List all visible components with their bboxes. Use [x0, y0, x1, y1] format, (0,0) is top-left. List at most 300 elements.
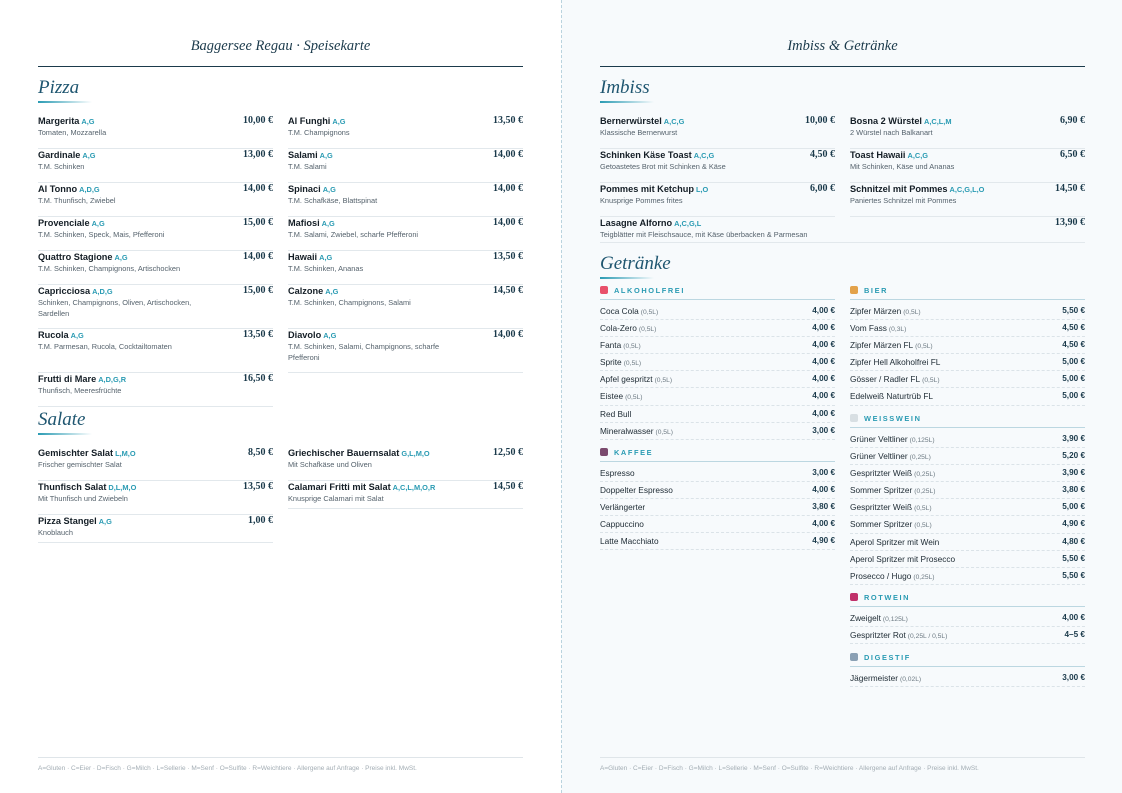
menu-item: [850, 183, 1085, 217]
menu-item-description: T.M. Schafkäse, Blattspinat: [288, 196, 378, 205]
header-divider: [38, 66, 523, 67]
drink-name: Apfel gespritzt: [600, 374, 653, 385]
menu-item-title: Schnitzel mit Pommes: [850, 184, 948, 194]
drink-row: [600, 533, 835, 550]
drink-row: [850, 499, 1085, 516]
drink-name: Espresso: [600, 468, 635, 478]
menu-item-description: Teigblätter mit Fleischsauce, mit Käse überbacken & Parmesan: [600, 230, 808, 239]
allergen-codes: A,G: [91, 219, 105, 228]
menu-item-price: 15,00 €: [243, 285, 273, 296]
drink-category-header: [850, 286, 1085, 300]
menu-item-name: [38, 447, 273, 460]
drink-row: [850, 670, 1085, 687]
drink-size: (0,5L): [623, 360, 642, 368]
allergen-codes: A,C,G,L,O: [949, 185, 985, 194]
allergen-codes: A,G: [319, 151, 333, 160]
menu-item-price: 14,00 €: [243, 251, 273, 262]
drink-category-header: [850, 653, 1085, 667]
menu-item: [38, 251, 273, 285]
drink-price: 3,80 €: [812, 502, 835, 512]
allergen-codes: D,L,M,O: [108, 483, 137, 492]
menu-item-name: [600, 115, 835, 128]
drink-name: Aperol Spritzer mit Wein: [850, 536, 940, 547]
drink-row: [600, 406, 835, 423]
menu-item-name: [38, 149, 273, 162]
menu-item-price: 10,00 €: [243, 115, 273, 126]
menu-item-title: Hawaii: [288, 252, 318, 262]
menu-item-price: 8,50 €: [248, 447, 273, 458]
drink-price: 5,00 €: [1062, 502, 1085, 512]
allergen-codes: A,C,L,M: [923, 117, 952, 126]
menu-item: [38, 481, 273, 515]
drink-category-title: KAFFEE: [614, 448, 654, 457]
menu-item-description: Klassische Bernerwurst: [600, 128, 678, 137]
drink-price: 3,90 €: [1062, 468, 1085, 478]
drink-name: Grüner Veltliner: [850, 434, 908, 444]
menu-item: [288, 183, 523, 217]
drink-name: Gösser / Radler FL: [850, 374, 921, 385]
soda-icon: [600, 286, 608, 294]
drink-name: Cappuccino: [600, 519, 644, 530]
drink-name: Aperol Spritzer mit Prosecco: [850, 553, 956, 564]
menu-item-name: [288, 115, 523, 128]
pizza-column-2: [288, 115, 523, 373]
menu-item-price: 12,50 €: [493, 447, 523, 458]
menu-item-name: [288, 285, 523, 298]
allergen-codes: A,G: [332, 117, 346, 126]
drink-size: (0,5L): [625, 394, 643, 402]
menu-item-title: Spinaci: [288, 184, 321, 194]
menu-item-price: 14,00 €: [493, 149, 523, 160]
menu-item-price: 13,90 €: [1055, 217, 1085, 228]
drink-size: (0,5L): [640, 309, 659, 316]
page-title: Baggersee Regau · Speisekarte: [190, 38, 371, 54]
allergen-codes: A,G: [81, 117, 95, 126]
allergen-codes: L,M,O: [115, 449, 136, 458]
menu-item: [38, 115, 273, 149]
section-title-salate: Salate: [38, 409, 86, 430]
drink-size: (0,125L): [909, 437, 935, 444]
drink-price: 4,00 €: [812, 357, 835, 367]
drink-size: (0,125L): [882, 616, 908, 623]
menu-item-title: Margerita: [38, 116, 80, 126]
drink-name: Sprite: [600, 357, 622, 368]
drink-name: Zipfer Märzen FL: [850, 340, 914, 351]
drink-name: Fanta: [600, 340, 622, 351]
menu-item: [38, 217, 273, 251]
allergen-codes: A,C,L,M,O,R: [392, 483, 436, 492]
allergen-codes: L,O: [695, 185, 709, 194]
drink-size: (0,5L): [638, 326, 657, 334]
allergen-codes: A,C,G: [693, 151, 715, 160]
drink-size: (0,25L): [914, 471, 936, 479]
drink-row: [850, 516, 1085, 533]
drink-name: Coca Cola: [600, 306, 639, 316]
menu-item-title: Bosna 2 Würstel: [850, 116, 922, 126]
menu-item-description: Knoblauch: [38, 528, 73, 537]
drink-name: Red Bull: [600, 408, 632, 419]
menu-item-description: T.M. Salami: [288, 162, 327, 171]
menu-item-price: 14,00 €: [243, 183, 273, 194]
drink-size: (0,5L): [914, 505, 932, 513]
menu-item: [38, 183, 273, 217]
menu-item-price: 14,00 €: [493, 329, 523, 340]
drink-row: [600, 354, 835, 371]
section-underline: [600, 101, 654, 103]
menu-item-price: 1,00 €: [248, 515, 273, 526]
drink-name: Gespritzter Rot: [850, 630, 906, 641]
allergen-codes: A,G: [319, 253, 333, 262]
drink-row: [850, 354, 1085, 371]
menu-item-description: Mit Thunfisch und Zwiebeln: [38, 494, 128, 503]
menu-item-description: T.M. Schinken, Champignons, Artischocken: [38, 264, 181, 273]
drink-row: [600, 320, 835, 337]
menu-item-name: [38, 515, 273, 528]
drink-price: 4,80 €: [1062, 536, 1085, 546]
drink-list: [850, 431, 1085, 585]
menu-item: [288, 251, 523, 285]
drink-row: [850, 482, 1085, 499]
shot-glass-icon: [850, 653, 858, 661]
menu-item-name: [600, 217, 1085, 230]
menu-item-description: T.M. Schinken, Champignons, Salami: [288, 298, 411, 307]
menu-item-name: [850, 115, 1085, 128]
drink-size: (0,25L): [909, 454, 931, 462]
menu-item-name: [600, 183, 835, 196]
menu-item-title: Griechischer Bauernsalat: [288, 448, 400, 458]
allergen-codes: A,G: [70, 331, 84, 340]
menu-item-price: 14,50 €: [1055, 183, 1085, 194]
drink-price: 4,90 €: [812, 536, 835, 546]
drink-name: Zipfer Märzen: [850, 306, 902, 316]
menu-item-description: T.M. Schinken, Speck, Mais, Pfefferoni: [38, 230, 165, 239]
drink-price: 3,80 €: [1062, 485, 1085, 495]
page-title: Imbiss & Getränke: [787, 38, 898, 54]
menu-item-name: [38, 183, 273, 196]
menu-item: [288, 447, 523, 481]
menu-item-price: 13,50 €: [493, 251, 523, 262]
drink-name: Sommer Spritzer: [850, 485, 913, 496]
drink-price: 4,00 €: [812, 391, 835, 401]
section-title-pizza: Pizza: [38, 77, 80, 98]
menu-item-description: T.M. Schinken: [38, 162, 85, 171]
drink-name: Jägermeister: [850, 673, 898, 683]
menu-item-description: Tomaten, Mozzarella: [38, 128, 107, 137]
drink-size: (0,25L): [914, 488, 936, 496]
red-wine-icon: [850, 593, 858, 601]
drink-name: Verlängerter: [600, 502, 646, 513]
drink-category-title: DIGESTIF: [864, 653, 911, 662]
menu-item-price: 13,00 €: [243, 149, 273, 160]
imbiss-column-2: [850, 115, 1085, 217]
menu-item-name: [38, 251, 273, 264]
menu-item: [600, 115, 835, 149]
drink-price: 4,90 €: [1062, 519, 1085, 529]
menu-item-price: 10,00 €: [805, 115, 835, 126]
footer-divider: [600, 757, 1085, 758]
menu-item: [38, 373, 273, 407]
menu-item-price: 14,00 €: [493, 217, 523, 228]
menu-item-title: Frutti di Mare: [38, 374, 97, 384]
menu-item-name: [288, 251, 523, 264]
menu-item-name: [38, 373, 273, 386]
menu-item-price: 14,50 €: [493, 285, 523, 296]
drink-price: 5,20 €: [1062, 451, 1085, 461]
drink-name: Cola-Zero: [600, 323, 637, 334]
drink-row: [850, 448, 1085, 465]
menu-item-description: T.M. Parmesan, Rucola, Cocktailtomaten: [38, 342, 172, 351]
salate-column-1: [38, 447, 273, 543]
imbiss-wide-row: [600, 217, 1085, 243]
menu-item-price: 13,50 €: [243, 481, 273, 492]
menu-item: [600, 183, 835, 217]
drink-price: 5,50 €: [1062, 306, 1085, 315]
drink-row: [850, 610, 1085, 627]
beer-icon: [850, 286, 858, 294]
allergen-codes: A,C,G: [663, 117, 685, 126]
drink-row: [600, 388, 835, 405]
drink-name: Vom Fass: [850, 323, 887, 334]
drink-price: 4,00 €: [812, 340, 835, 350]
drink-price: 3,00 €: [812, 468, 835, 477]
drink-name: Gespritzter Weiß: [850, 468, 913, 479]
drink-row: [600, 482, 835, 499]
menu-item-description: Paniertes Schnitzel mit Pommes: [850, 196, 957, 205]
menu-item-name: [288, 329, 523, 342]
allergen-codes: A,G: [321, 219, 335, 228]
drink-row: [600, 423, 835, 440]
drink-price: 3,00 €: [812, 425, 835, 435]
section-title-imbiss: Imbiss: [600, 77, 650, 98]
menu-item-title: Provenciale: [38, 218, 90, 228]
menu-item: [288, 115, 523, 149]
allergen-codes: A,C,G: [907, 151, 929, 160]
allergen-codes: A,D,G: [92, 287, 113, 296]
allergen-codes: A,C,G,L: [674, 219, 702, 228]
menu-item-description: T.M. Thunfisch, Zwiebel: [38, 196, 116, 205]
drink-price: 4,00 €: [812, 323, 835, 333]
drink-category-title: WEISSWEIN: [864, 414, 922, 423]
menu-item-description: Getoastetes Brot mit Schinken & Käse: [600, 162, 726, 171]
menu-item-title: Toast Hawaii: [850, 150, 906, 160]
menu-item-name: [850, 149, 1085, 162]
menu-item-price: 16,50 €: [243, 373, 273, 384]
drink-name: Edelweiß Naturtrüb FL: [850, 391, 934, 402]
header-divider: [600, 66, 1085, 67]
drink-row: [850, 627, 1085, 644]
drink-name: Grüner Veltliner: [850, 451, 908, 462]
menu-item: [600, 217, 1085, 243]
drink-price: 3,00 €: [1062, 673, 1085, 682]
allergen-codes: A,G: [98, 517, 112, 526]
menu-item-title: Gardinale: [38, 150, 81, 160]
allergen-codes: A,G: [325, 287, 339, 296]
drink-category-header: [850, 414, 1085, 428]
menu-item-price: 4,50 €: [810, 149, 835, 160]
drink-name: Doppelter Espresso: [600, 485, 673, 496]
drink-size: (0,25L): [913, 573, 935, 581]
menu-item-title: Gemischter Salat: [38, 448, 114, 458]
drink-price: 4,00 €: [812, 374, 835, 384]
menu-item-price: 15,00 €: [243, 217, 273, 228]
menu-item-title: Pizza Stangel: [38, 516, 97, 526]
menu-item-description: T.M. Champignons: [288, 128, 350, 137]
drink-category-header: [850, 593, 1085, 607]
drink-price: 4–5 €: [1064, 630, 1085, 640]
menu-item-name: [288, 149, 523, 162]
drink-price: 5,00 €: [1062, 357, 1085, 367]
menu-item: [288, 149, 523, 183]
section-underline: [38, 101, 92, 103]
menu-item-name: [288, 183, 523, 196]
menu-item: [38, 285, 273, 329]
menu-item-name: [600, 149, 835, 162]
drink-category-title: ROTWEIN: [864, 593, 911, 602]
section-title-getraenke: Getränke: [600, 253, 671, 274]
drink-row: [600, 303, 835, 320]
drink-price: 5,00 €: [1062, 374, 1085, 384]
menu-item: [288, 285, 523, 329]
drink-category-title: BIER: [864, 286, 889, 295]
menu-item: [288, 481, 523, 509]
drink-row: [850, 320, 1085, 337]
menu-item-title: Bernerwürstel: [600, 116, 662, 126]
drink-row: [600, 371, 835, 388]
menu-page-right: [561, 0, 1122, 793]
menu-item-price: 6,50 €: [1060, 149, 1085, 160]
drink-category-title: ALKOHOLFREI: [614, 286, 685, 295]
menu-item-description: Mit Schinken, Käse und Ananas: [850, 162, 955, 171]
drink-size: (0,5L): [915, 343, 933, 351]
drink-price: 4,50 €: [1062, 340, 1085, 350]
menu-item-title: Rucola: [38, 330, 69, 340]
drink-list: [850, 303, 1085, 406]
menu-item-price: 14,50 €: [493, 481, 523, 492]
menu-item-name: [38, 115, 273, 128]
menu-item: [850, 115, 1085, 149]
drink-price: 5,50 €: [1062, 553, 1085, 563]
menu-item-name: [850, 183, 1085, 196]
drink-size: (0,5L): [903, 309, 921, 316]
allergen-codes: A,G: [322, 185, 336, 194]
menu-item-description: Knusprige Pommes frites: [600, 196, 683, 205]
allergen-codes: A,G: [82, 151, 96, 160]
menu-item-description: Schinken, Champignons, Oliven, Artischocken, Sardellen: [38, 298, 192, 318]
menu-item: [600, 149, 835, 183]
menu-item: [288, 329, 523, 373]
imbiss-column-1: [600, 115, 835, 217]
menu-item-name: [38, 285, 273, 298]
menu-item-title: Mafiosi: [288, 218, 320, 228]
allergen-footer: A=Gluten · C=Eier · D=Fisch · G=Milch · L=Sellerie · M=Senf · O=Sulfite · R=Weichtiere · Allergene auf Anfrage · Preise inkl. MwSt.: [38, 765, 417, 772]
menu-item: [288, 217, 523, 251]
allergen-codes: G,L,M,O: [401, 449, 430, 458]
drink-list: [600, 303, 835, 440]
menu-item-title: Quattro Stagione: [38, 252, 113, 262]
menu-item-description: T.M. Salami, Zwiebel, scharfe Pfefferoni: [288, 230, 419, 239]
drink-size: (0,5L): [922, 377, 940, 385]
menu-item: [38, 149, 273, 183]
drink-category-header: [600, 448, 835, 462]
drink-row: [850, 431, 1085, 448]
drink-size: (0,5L): [655, 428, 673, 436]
white-wine-icon: [850, 414, 858, 422]
drink-price: 5,50 €: [1062, 570, 1085, 580]
salate-column-2: [288, 447, 523, 509]
drink-name: Latte Macchiato: [600, 536, 659, 547]
drink-price: 3,90 €: [1062, 434, 1085, 443]
menu-item-title: Capricciosa: [38, 286, 91, 296]
menu-item-name: [38, 481, 273, 494]
drink-row: [850, 337, 1085, 354]
menu-item-price: 13,50 €: [243, 329, 273, 340]
menu-item-title: Pommes mit Ketchup: [600, 184, 694, 194]
menu-item: [850, 149, 1085, 183]
menu-item-description: Knusprige Calamari mit Salat: [288, 494, 384, 503]
section-underline: [38, 433, 92, 435]
drink-size: (0,5L): [914, 522, 932, 530]
drink-price: 4,00 €: [812, 306, 835, 315]
menu-item-name: [288, 447, 523, 460]
drink-row: [850, 568, 1085, 585]
allergen-footer: A=Gluten · C=Eier · D=Fisch · G=Milch · L=Sellerie · M=Senf · O=Sulfite · R=Weichtiere · Allergene auf Anfrage · Preise inkl. MwSt.: [600, 765, 979, 772]
drink-price: 4,00 €: [812, 408, 835, 418]
footer-divider: [38, 757, 523, 758]
menu-item-title: Al Tonno: [38, 184, 78, 194]
coffee-icon: [600, 448, 608, 456]
allergen-codes: A,G: [114, 253, 128, 262]
drink-name: Sommer Spritzer: [850, 519, 913, 530]
drink-row: [850, 465, 1085, 482]
drink-size: (0,3L): [888, 326, 907, 334]
menu-item-price: 6,90 €: [1060, 115, 1085, 126]
menu-item-title: Schinken Käse Toast: [600, 150, 692, 160]
drink-row: [850, 551, 1085, 568]
menu-item-title: Thunfisch Salat: [38, 482, 107, 492]
menu-item-name: [288, 217, 523, 230]
drink-row: [600, 337, 835, 354]
drink-name: Prosecco / Hugo: [850, 570, 912, 581]
allergen-codes: A,D,G,R: [98, 375, 127, 384]
drink-price: 5,00 €: [1062, 391, 1085, 401]
menu-item: [38, 447, 273, 481]
menu-item-description: Thunfisch, Meeresfrüchte: [38, 386, 122, 395]
drink-row: [850, 371, 1085, 388]
menu-item-title: Al Funghi: [288, 116, 331, 126]
menu-item-name: [38, 217, 273, 230]
menu-item-description: Frischer gemischter Salat: [38, 460, 122, 469]
menu-item-title: Calamari Fritti mit Salat: [288, 482, 391, 492]
drink-row: [850, 534, 1085, 551]
drink-name: Mineralwasser: [600, 425, 654, 436]
menu-item-title: Diavolo: [288, 330, 322, 340]
section-underline: [600, 277, 654, 279]
drink-list: [850, 670, 1085, 687]
drink-name: Zipfer Hell Alkoholfrei FL: [850, 357, 941, 368]
allergen-codes: A,G: [323, 331, 337, 340]
drink-list: [600, 465, 835, 550]
drink-list: [850, 610, 1085, 644]
menu-item-description: Mit Schafkäse und Oliven: [288, 460, 372, 469]
menu-item-description: T.M. Schinken, Salami, Champignons, scharfe Pfefferoni: [288, 342, 440, 362]
drink-size: (0,5L): [623, 343, 641, 351]
drink-size: (0,02L): [899, 676, 922, 683]
drink-price: 4,00 €: [1062, 613, 1085, 622]
drink-size: (0,5L): [654, 377, 673, 385]
menu-item-title: Salami: [288, 150, 318, 160]
drink-row: [600, 516, 835, 533]
menu-item-title: Lasagne Alforno: [600, 218, 673, 228]
